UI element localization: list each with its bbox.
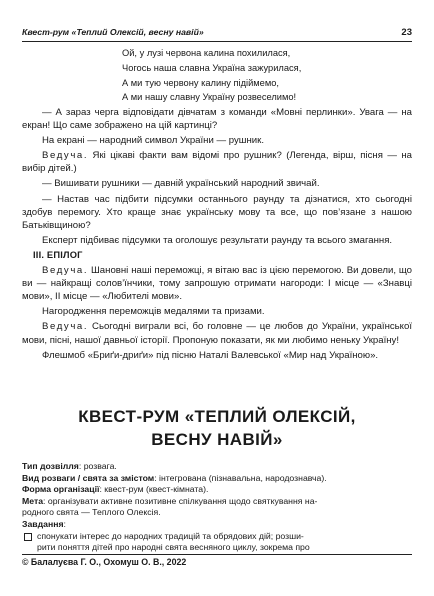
meta-label: Завдання — [22, 518, 64, 529]
task-text-cont: рити поняття дітей про народні свята весняного циклу, зокрема про — [37, 542, 310, 553]
title-line: ВЕСНУ НАВІЙ» — [151, 430, 283, 449]
paragraph: — Настав час підбити підсумки останнього раунду та дізнатися, хто сьогодні здобув перемогу. Хто краще знає українську мову та все, що пов’язане з нашою Батьківщиною? — [22, 193, 412, 231]
poem-line: Ой, у лузі червона калина похилилася, — [122, 48, 291, 58]
meta-label: Вид розваги / свята за змістом — [22, 472, 155, 483]
speaker-label: Ведуча. — [42, 265, 89, 277]
section-heading: ІІІ. ЕПІЛОГ — [33, 249, 83, 260]
paragraph: Нагородження переможців медалями та призами. — [42, 306, 265, 318]
section-title — [22, 405, 412, 451]
paragraph — [22, 320, 412, 346]
copyright-notice: © Балалуєва Г. О., Охомуш О. В., 2022 — [22, 557, 187, 567]
meta-label: Мета — [22, 495, 44, 506]
meta-goal — [22, 496, 412, 508]
paragraph — [22, 149, 412, 175]
poem-line: А ми тую червону калину підіймемо, — [122, 77, 279, 88]
poem-verse — [122, 46, 301, 105]
speaker-text: Які цікаві факти вам відомі про рушник? (Легенда, вірш, пісня — на вибір дітей.) — [22, 150, 412, 175]
meta-label: Форма організації — [22, 484, 100, 495]
body-text — [22, 106, 412, 364]
paragraph: — Вишивати рушники — давній український народний звичай. — [42, 178, 320, 190]
meta-value: : квест-рум (квест-кімната). — [99, 484, 209, 495]
poem-line: А ми нашу славну Україну розвеселимо! — [122, 92, 297, 103]
paragraph — [22, 264, 412, 303]
task-text: спонукати інтерес до народних традицій та обрядових дій; розши- — [37, 530, 304, 541]
meta-form — [22, 484, 412, 496]
speaker-label: Ведуча. — [42, 150, 89, 162]
event-metadata — [22, 461, 412, 554]
running-header — [22, 27, 412, 38]
meta-goal-cont: родного свята — Теплого Олексія. — [22, 507, 161, 518]
paragraph: — А зараз черга відповідати дівчатам з команди «Мовні перлинки». Увага — на екран! Що саме зображено на цій картинці? — [22, 107, 412, 132]
meta-value: : організувати активне позитивне спілкування щодо святкування на- — [43, 495, 318, 506]
meta-leisure — [22, 461, 412, 473]
paragraph: На екрані — народний символ України — рушник. — [42, 135, 265, 147]
footer-rule — [22, 554, 412, 555]
meta-value: : розвага. — [78, 461, 117, 471]
speaker-label: Ведуча. — [42, 321, 89, 333]
header-rule — [22, 41, 412, 42]
speaker-text: Шановні наші переможці, я вітаю вас із цією перемогою. Ви довели, що ви — найкращі солов’їнчики, тому запрошую отримати нагороди: І місце — «Знавці мови», ІІ місце — «Любителі мови». — [22, 265, 412, 303]
checkbox-bullet-icon — [24, 533, 32, 541]
meta-value: : — [63, 518, 66, 529]
poem-line: Чогось наша славна Україна зажурилася, — [122, 62, 302, 73]
paragraph: Експерт підбиває підсумки та оголошує результати раунду та всього змагання. — [42, 234, 393, 246]
page-number: 23 — [401, 27, 412, 38]
speaker-text: Сьогодні виграли всі, бо головне — це любов до України, української мови, пісні, нашої давньої історії. Пропоную показати, як ми любимо неньку Україну! — [22, 321, 412, 346]
running-title: Квест-рум «Теплий Олексій, весну навій» — [22, 27, 204, 37]
meta-label: Тип дозвілля — [22, 461, 79, 471]
paragraph: Флешмоб «Бриґи-дриґи» під пісню Наталі Валевської «Мир над Україною». — [42, 349, 379, 361]
task-item — [22, 531, 412, 543]
meta-tasks — [22, 519, 412, 531]
meta-kind — [22, 473, 412, 485]
title-line: КВЕСТ-РУМ «ТЕПЛИЙ ОЛЕКСІЙ, — [78, 407, 356, 426]
meta-value: : інтегрована (пізнавальна, народознавча). — [154, 472, 327, 483]
